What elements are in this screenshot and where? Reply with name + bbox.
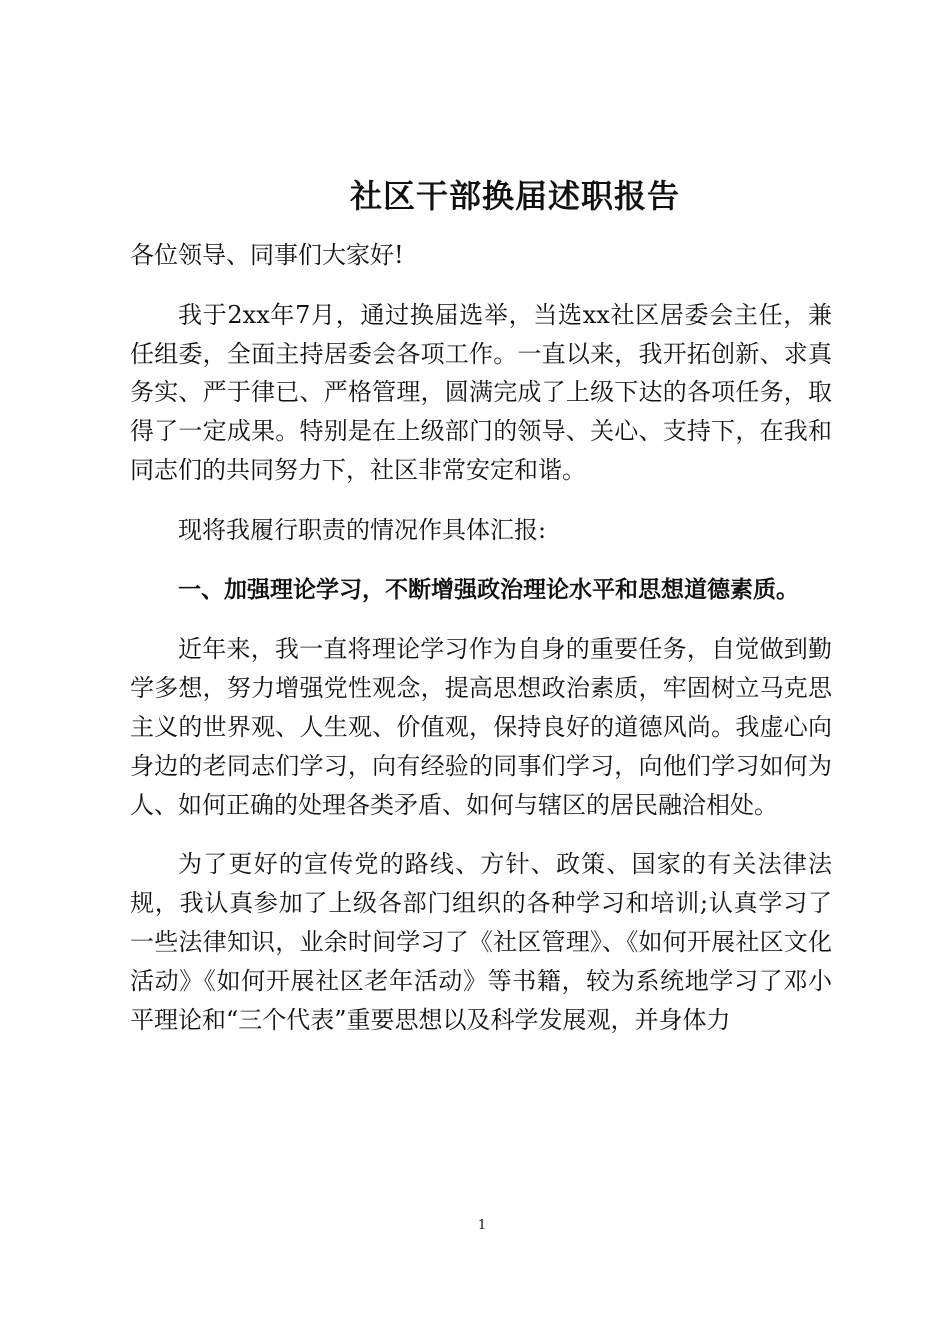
document-body: [130, 236, 832, 1060]
paragraph: 我于2xx年7月，通过换届选举，当选xx社区居委会主任，兼任组委，全面主持居委会各项工作。一直以来，我开拓创新、求真务实、严于律已、严格管理，圆满完成了上级下达的各项任务，取得了一定成果。特别是在上级部门的领导、关心、支持下，在我和同志们的共同努力下，社区非常安定和谐。: [130, 300, 832, 484]
salutation: 各位领导、同事们大家好!: [130, 241, 404, 269]
paragraph: 近年来，我一直将理论学习作为自身的重要任务，自觉做到勤学多想，努力增强党性观念，提高思想政治素质，牢固树立马克思主义的世界观、人生观、价值观，保持良好的道德风尚。我虚心向身边的老同志们学习，向有经验的同事们学习，向他们学习如何为人、如何正确的处理各类矛盾、如何与辖区的居民融洽相处。: [130, 635, 832, 819]
section-heading: 一、加强理论学习，不断增强政治理论水平和思想道德素质。: [178, 576, 799, 603]
paragraph: 为了更好的宣传党的路线、方针、政策、国家的有关法律法规，我认真参加了上级各部门组织的各种学习和培训;认真学习了一些法律知识，业余时间学习了《社区管理》、《如何开展社区文化活动》《如何开展社区老年活动》等书籍，较为系统地学习了邓小平理论和“三个代表”重要思想以及科学发展观，并身体力: [130, 850, 832, 1034]
document-title: 社区干部换届述职报告: [349, 177, 680, 215]
paragraph: 现将我履行职责的情况作具体汇报:: [178, 515, 547, 544]
page-number: 1: [477, 1218, 487, 1233]
